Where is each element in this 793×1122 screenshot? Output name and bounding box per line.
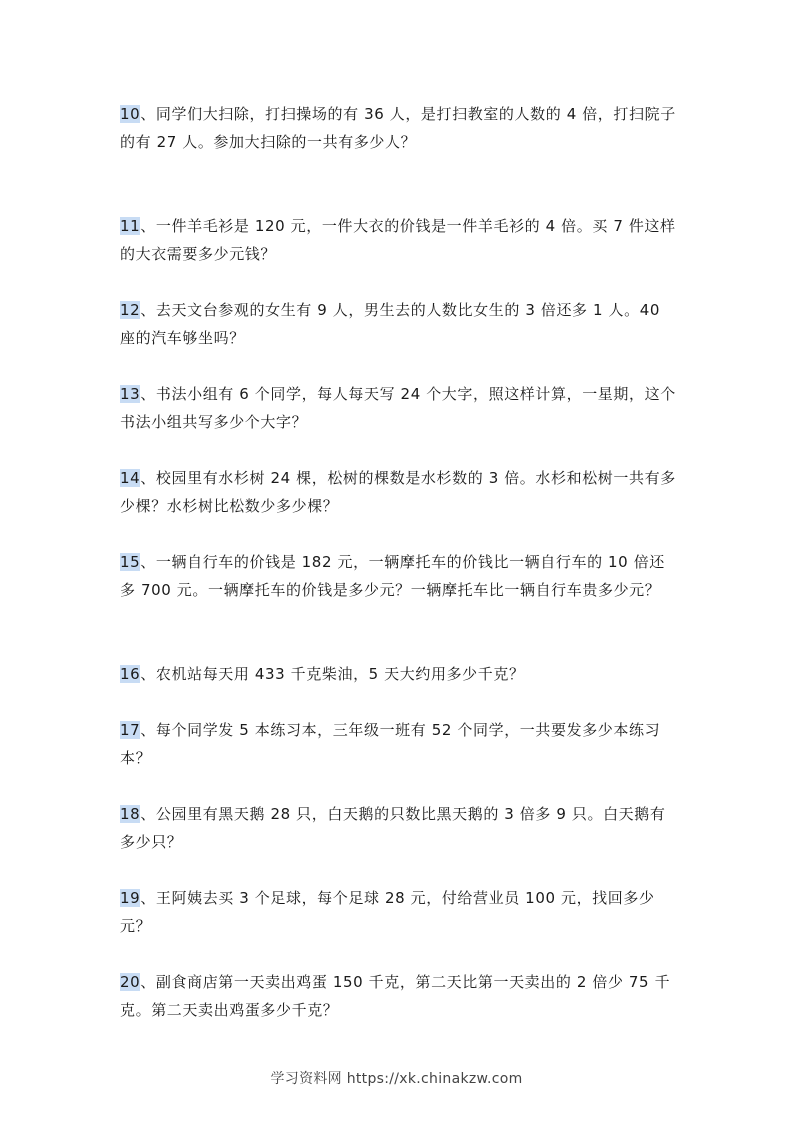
question-text: 、王阿姨去买 3 个足球，每个足球 28 元，付给营业员 100 元，找回多少元？ — [120, 889, 655, 935]
question-11 — [120, 212, 680, 268]
question-12 — [120, 296, 680, 352]
question-number: 11 — [120, 217, 141, 235]
question-number: 13 — [120, 385, 141, 403]
question-text: 、公园里有黑天鹅 28 只，白天鹅的只数比黑天鹅的 3 倍多 9 只。白天鹅有多少只？ — [120, 805, 666, 851]
question-number: 12 — [120, 301, 141, 319]
question-14 — [120, 464, 680, 520]
question-text: 、书法小组有 6 个同学，每人每天写 24 个大字，照这样计算，一星期，这个书法小组共写多少个大字？ — [120, 385, 676, 431]
question-13 — [120, 380, 680, 436]
question-text: 、一辆自行车的价钱是 182 元，一辆摩托车的价钱比一辆自行车的 10 倍还多 700 元。一辆摩托车的价钱是多少元？一辆摩托车比一辆自行车贵多少元？ — [120, 553, 665, 599]
question-text: 、去天文台参观的女生有 9 人，男生去的人数比女生的 3 倍还多 1 人。40 座的汽车够坐吗？ — [120, 301, 661, 347]
question-number: 20 — [120, 973, 141, 991]
question-text: 、校园里有水杉树 24 棵，松树的棵数是水杉数的 3 倍。水杉和松树一共有多少棵？水杉树比松数少多少棵？ — [120, 469, 676, 515]
question-number: 19 — [120, 889, 141, 907]
question-20 — [120, 968, 680, 1024]
question-text: 、农机站每天用 433 千克柴油，5 天大约用多少千克？ — [140, 665, 525, 683]
question-19 — [120, 884, 680, 940]
question-text: 、副食商店第一天卖出鸡蛋 150 千克，第二天比第一天卖出的 2 倍少 75 千克。第二天卖出鸡蛋多少千克？ — [120, 973, 671, 1019]
question-number: 18 — [120, 805, 141, 823]
question-number: 14 — [120, 469, 141, 487]
question-text: 、同学们大扫除，打扫操场的有 36 人，是打扫教室的人数的 4 倍，打扫院子的有 27 人。参加大扫除的一共有多少人？ — [120, 105, 676, 151]
question-number: 10 — [120, 105, 141, 123]
question-15 — [120, 548, 680, 604]
question-text: 、一件羊毛衫是 120 元，一件大衣的价钱是一件羊毛衫的 4 倍。买 7 件这样的大衣需要多少元钱？ — [120, 217, 676, 263]
question-number: 17 — [120, 721, 141, 739]
question-16 — [120, 660, 680, 688]
question-18 — [120, 800, 680, 856]
footer-watermark: 学习资料网 https://xk.chinakzw.com — [270, 1071, 523, 1087]
question-number: 16 — [120, 665, 141, 683]
question-number: 15 — [120, 553, 141, 571]
question-17 — [120, 716, 680, 772]
question-10 — [120, 100, 680, 156]
question-text: 、每个同学发 5 本练习本，三年级一班有 52 个同学，一共要发多少本练习本？ — [120, 721, 661, 767]
